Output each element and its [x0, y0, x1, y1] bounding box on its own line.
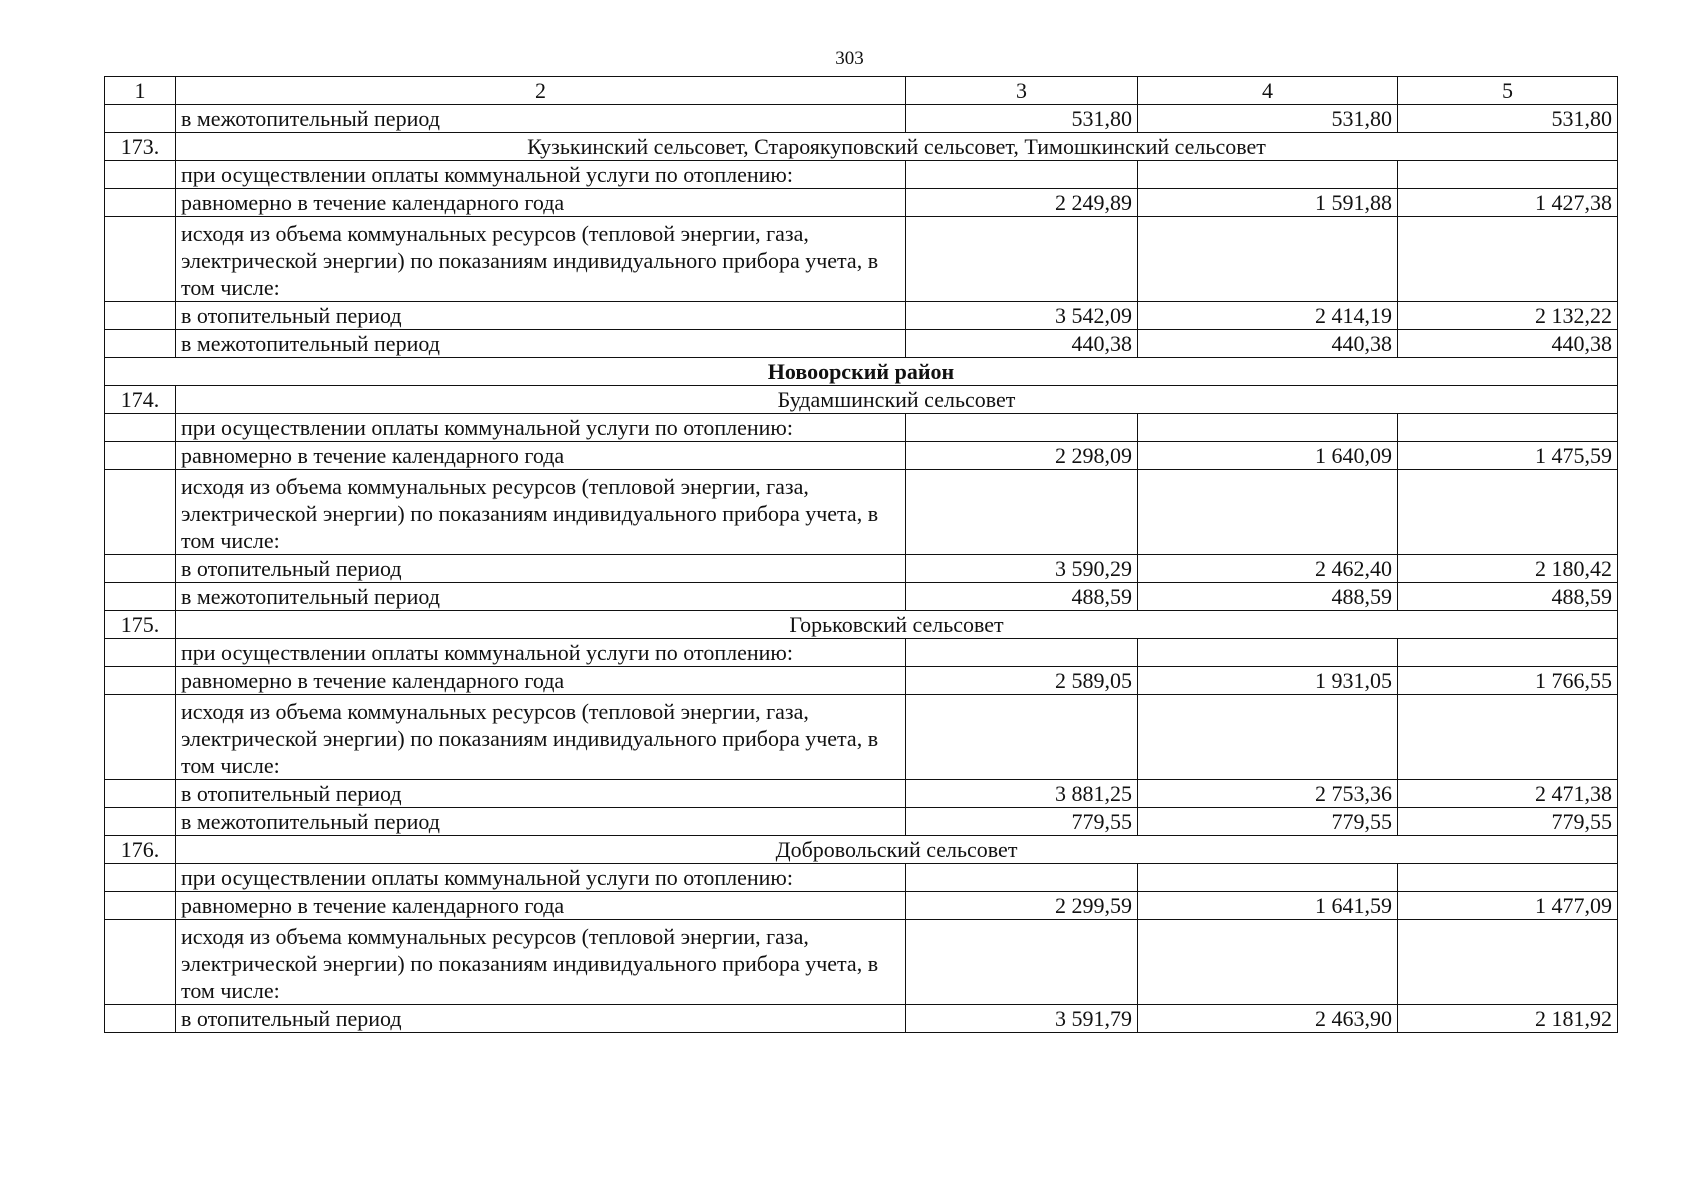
value-col-4 — [1138, 217, 1398, 302]
value-col-4: 2 463,90 — [1138, 1005, 1398, 1033]
value-col-5: 1 427,38 — [1398, 189, 1618, 217]
item-title: Добровольский сельсовет — [176, 836, 1618, 864]
row-number — [105, 780, 176, 808]
row-number — [105, 639, 176, 667]
value-col-3: 3 591,79 — [906, 1005, 1138, 1033]
row-number — [105, 330, 176, 358]
row-label: при осуществлении оплаты коммунальной услуги по отоплению: — [176, 864, 906, 892]
row-label: исходя из объема коммунальных ресурсов (тепловой энергии, газа, электрической энергии) по показаниям индивидуального прибора учета, в том числе: — [176, 920, 906, 1005]
table-row — [105, 414, 1618, 442]
value-col-4: 1 591,88 — [1138, 189, 1398, 217]
value-col-4 — [1138, 470, 1398, 555]
row-number — [105, 555, 176, 583]
value-col-3: 3 881,25 — [906, 780, 1138, 808]
row-number — [105, 161, 176, 189]
value-col-5: 2 132,22 — [1398, 302, 1618, 330]
value-col-4: 488,59 — [1138, 583, 1398, 611]
district-row — [105, 358, 1618, 386]
row-label: равномерно в течение календарного года — [176, 667, 906, 695]
value-col-5: 488,59 — [1398, 583, 1618, 611]
value-col-4: 2 753,36 — [1138, 780, 1398, 808]
row-label: при осуществлении оплаты коммунальной услуги по отоплению: — [176, 414, 906, 442]
table-row — [105, 583, 1618, 611]
value-col-4 — [1138, 639, 1398, 667]
tariff-table — [104, 76, 1618, 1033]
table-row — [105, 892, 1618, 920]
value-col-5: 779,55 — [1398, 808, 1618, 836]
page-number: 303 — [835, 48, 864, 69]
row-number — [105, 892, 176, 920]
value-col-5 — [1398, 414, 1618, 442]
row-label: в межотопительный период — [176, 330, 906, 358]
table-row — [105, 442, 1618, 470]
header-col-4: 4 — [1138, 77, 1398, 105]
row-number — [105, 470, 176, 555]
value-col-3 — [906, 414, 1138, 442]
value-col-5: 2 180,42 — [1398, 555, 1618, 583]
row-label: исходя из объема коммунальных ресурсов (тепловой энергии, газа, электрической энергии) по показаниям индивидуального прибора учета, в том числе: — [176, 695, 906, 780]
value-col-3 — [906, 217, 1138, 302]
value-col-5 — [1398, 639, 1618, 667]
item-number: 173. — [105, 133, 176, 161]
table-body — [105, 77, 1618, 1033]
value-col-3 — [906, 161, 1138, 189]
row-label: в межотопительный период — [176, 583, 906, 611]
value-col-4: 531,80 — [1138, 105, 1398, 133]
value-col-5: 2 471,38 — [1398, 780, 1618, 808]
value-col-3: 2 589,05 — [906, 667, 1138, 695]
row-label: при осуществлении оплаты коммунальной услуги по отоплению: — [176, 639, 906, 667]
table-row — [105, 920, 1618, 1005]
value-col-5 — [1398, 161, 1618, 189]
value-col-3 — [906, 695, 1138, 780]
row-label: в отопительный период — [176, 1005, 906, 1033]
value-col-3 — [906, 864, 1138, 892]
value-col-5: 1 477,09 — [1398, 892, 1618, 920]
value-col-4: 1 641,59 — [1138, 892, 1398, 920]
table-row — [105, 780, 1618, 808]
value-col-3 — [906, 470, 1138, 555]
item-title: Горьковский сельсовет — [176, 611, 1618, 639]
row-number — [105, 864, 176, 892]
value-col-5: 1 766,55 — [1398, 667, 1618, 695]
value-col-5 — [1398, 217, 1618, 302]
table-row — [105, 808, 1618, 836]
value-col-4: 440,38 — [1138, 330, 1398, 358]
header-col-5: 5 — [1398, 77, 1618, 105]
value-col-4: 2 414,19 — [1138, 302, 1398, 330]
row-label: в отопительный период — [176, 555, 906, 583]
table-header-row — [105, 77, 1618, 105]
item-row — [105, 611, 1618, 639]
value-col-4 — [1138, 161, 1398, 189]
value-col-4 — [1138, 414, 1398, 442]
table-row — [105, 105, 1618, 133]
value-col-5 — [1398, 470, 1618, 555]
table-row — [105, 639, 1618, 667]
value-col-3 — [906, 639, 1138, 667]
value-col-3: 2 249,89 — [906, 189, 1138, 217]
value-col-5: 2 181,92 — [1398, 1005, 1618, 1033]
value-col-3: 440,38 — [906, 330, 1138, 358]
value-col-3: 3 542,09 — [906, 302, 1138, 330]
row-number — [105, 302, 176, 330]
table-row — [105, 189, 1618, 217]
district-title: Новоорский район — [105, 358, 1618, 386]
value-col-3: 531,80 — [906, 105, 1138, 133]
value-col-3: 3 590,29 — [906, 555, 1138, 583]
row-number — [105, 695, 176, 780]
value-col-5 — [1398, 920, 1618, 1005]
row-number — [105, 217, 176, 302]
value-col-5: 531,80 — [1398, 105, 1618, 133]
table-row — [105, 161, 1618, 189]
value-col-4 — [1138, 695, 1398, 780]
value-col-4: 1 931,05 — [1138, 667, 1398, 695]
item-row — [105, 386, 1618, 414]
header-col-1: 1 — [105, 77, 176, 105]
table-row — [105, 1005, 1618, 1033]
row-number — [105, 1005, 176, 1033]
row-label: равномерно в течение календарного года — [176, 442, 906, 470]
row-number — [105, 808, 176, 836]
item-title: Будамшинский сельсовет — [176, 386, 1618, 414]
value-col-5: 440,38 — [1398, 330, 1618, 358]
row-number — [105, 920, 176, 1005]
row-number — [105, 414, 176, 442]
value-col-4: 1 640,09 — [1138, 442, 1398, 470]
row-number — [105, 189, 176, 217]
value-col-3: 779,55 — [906, 808, 1138, 836]
row-label: в отопительный период — [176, 302, 906, 330]
row-label: исходя из объема коммунальных ресурсов (тепловой энергии, газа, электрической энергии) по показаниям индивидуального прибора учета, в том числе: — [176, 217, 906, 302]
value-col-4: 779,55 — [1138, 808, 1398, 836]
item-number: 175. — [105, 611, 176, 639]
row-number — [105, 105, 176, 133]
header-col-2: 2 — [176, 77, 906, 105]
table-row — [105, 217, 1618, 302]
value-col-4: 2 462,40 — [1138, 555, 1398, 583]
table-row — [105, 695, 1618, 780]
row-number — [105, 667, 176, 695]
table-row — [105, 302, 1618, 330]
value-col-5 — [1398, 695, 1618, 780]
row-number — [105, 442, 176, 470]
row-label: в отопительный период — [176, 780, 906, 808]
value-col-4 — [1138, 920, 1398, 1005]
table-row — [105, 470, 1618, 555]
item-number: 174. — [105, 386, 176, 414]
table-row — [105, 667, 1618, 695]
table-row — [105, 864, 1618, 892]
row-label: в межотопительный период — [176, 808, 906, 836]
row-label: при осуществлении оплаты коммунальной услуги по отоплению: — [176, 161, 906, 189]
header-col-3: 3 — [906, 77, 1138, 105]
value-col-4 — [1138, 864, 1398, 892]
value-col-3: 2 298,09 — [906, 442, 1138, 470]
table-row — [105, 555, 1618, 583]
value-col-3 — [906, 920, 1138, 1005]
item-number: 176. — [105, 836, 176, 864]
value-col-3: 488,59 — [906, 583, 1138, 611]
item-row — [105, 836, 1618, 864]
value-col-5 — [1398, 864, 1618, 892]
row-label: в межотопительный период — [176, 105, 906, 133]
item-title: Кузькинский сельсовет, Староякуповский сельсовет, Тимошкинский сельсовет — [176, 133, 1618, 161]
row-label: равномерно в течение календарного года — [176, 189, 906, 217]
row-label: равномерно в течение календарного года — [176, 892, 906, 920]
value-col-5: 1 475,59 — [1398, 442, 1618, 470]
value-col-3: 2 299,59 — [906, 892, 1138, 920]
row-number — [105, 583, 176, 611]
table-row — [105, 330, 1618, 358]
row-label: исходя из объема коммунальных ресурсов (тепловой энергии, газа, электрической энергии) по показаниям индивидуального прибора учета, в том числе: — [176, 470, 906, 555]
item-row — [105, 133, 1618, 161]
